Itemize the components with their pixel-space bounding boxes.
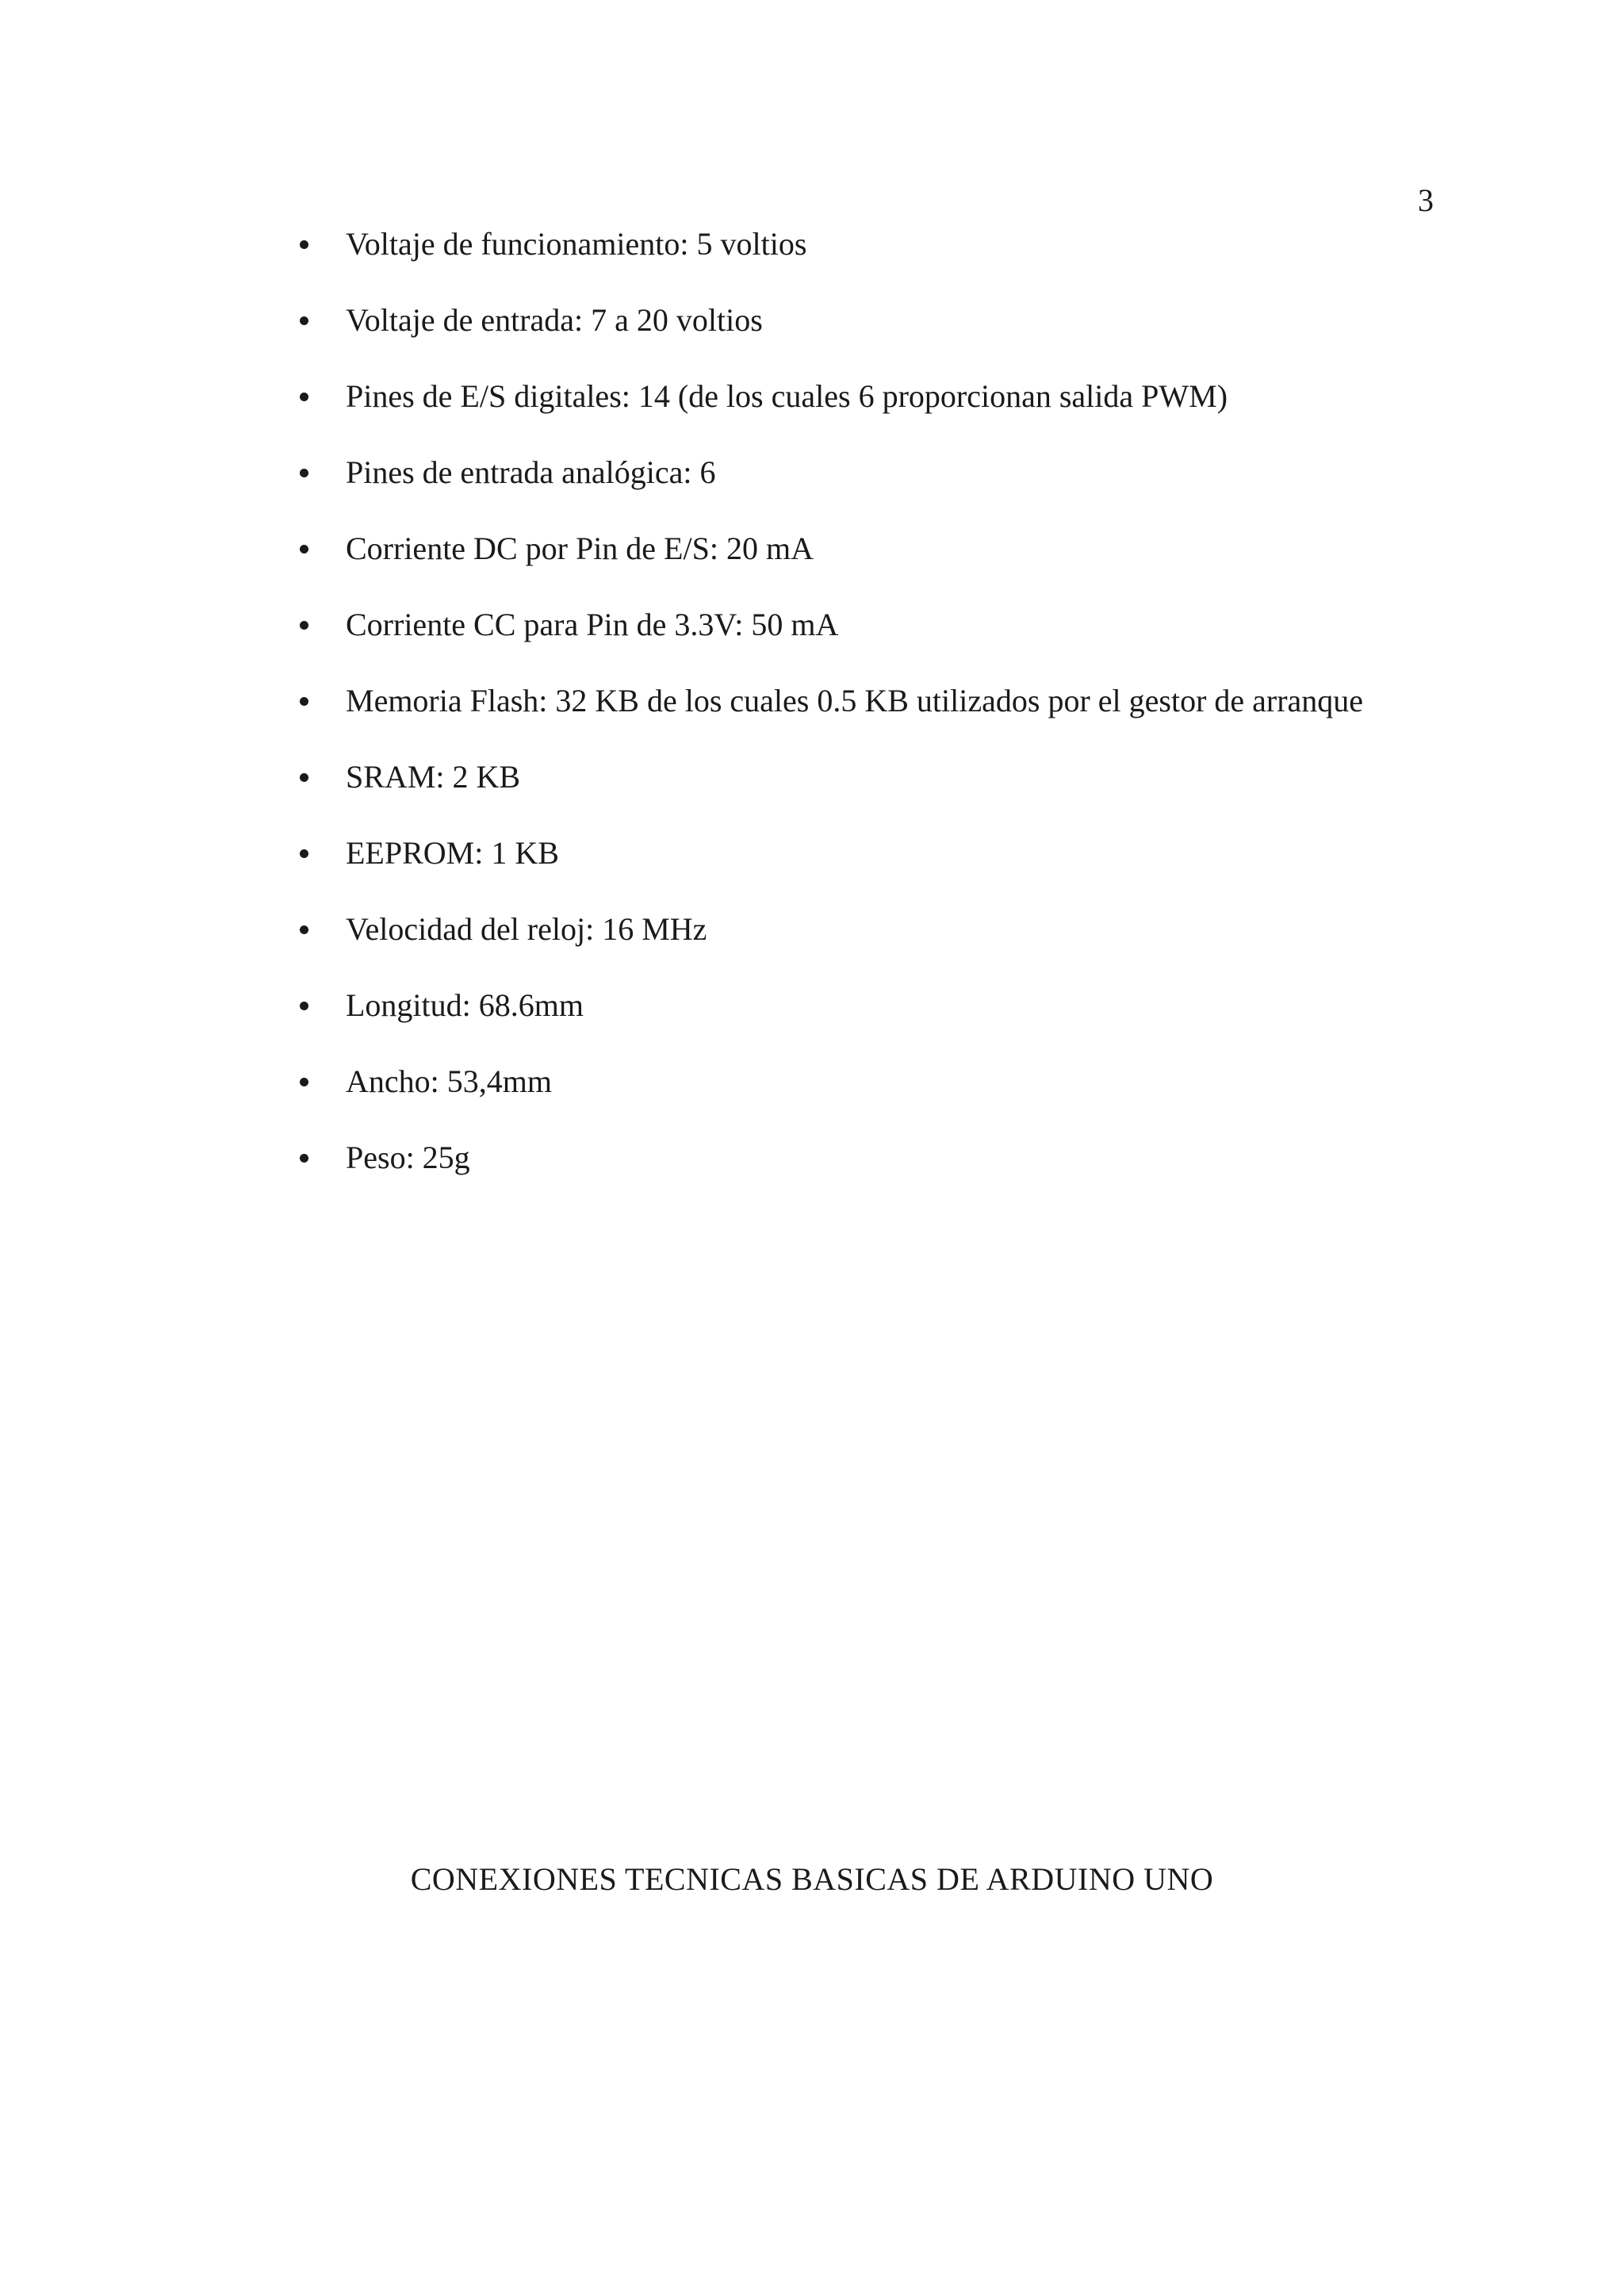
spec-text: Pines de entrada analógica: 6 (346, 454, 716, 490)
list-item (300, 298, 1489, 374)
spec-text: Corriente CC para Pin de 3.3V: 50 mA (346, 607, 839, 642)
list-item (300, 679, 1489, 755)
list-item (300, 450, 1489, 527)
bullet-icon (300, 1154, 308, 1163)
spec-text: Voltaje de entrada: 7 a 20 voltios (346, 302, 763, 338)
bullet-icon (300, 621, 308, 630)
spec-text: Peso: 25g (346, 1140, 470, 1175)
list-item (300, 1136, 1489, 1212)
spec-text: Corriente DC por Pin de E/S: 20 mA (346, 531, 814, 566)
spec-text: SRAM: 2 KB (346, 759, 521, 795)
bullet-icon (300, 240, 308, 249)
spec-text: Memoria Flash: 32 KB de los cuales 0.5 KB utilizados por el gestor de arranque (346, 683, 1364, 718)
spec-text: Pines de E/S digitales: 14 (de los cuales 6 proporcionan salida PWM) (346, 378, 1228, 414)
list-item (300, 831, 1489, 907)
bullet-icon (300, 545, 308, 554)
bullet-icon (300, 469, 308, 477)
bullet-icon (300, 1002, 308, 1010)
list-item (300, 1059, 1489, 1136)
bullet-icon (300, 316, 308, 325)
section-heading: CONEXIONES TECNICAS BASICAS DE ARDUINO UNO (410, 1861, 1214, 1897)
list-item (300, 907, 1489, 983)
list-item (300, 603, 1489, 679)
page-number: 3 (1418, 182, 1434, 218)
list-item (300, 527, 1489, 603)
bullet-icon (300, 393, 308, 401)
bullet-icon (300, 925, 308, 934)
bullet-icon (300, 697, 308, 706)
spec-text: Velocidad del reloj: 16 MHz (346, 911, 707, 947)
list-item (300, 374, 1489, 450)
bullet-icon (300, 849, 308, 858)
bullet-icon (300, 773, 308, 782)
spec-text: Ancho: 53,4mm (346, 1063, 552, 1099)
list-item (300, 983, 1489, 1059)
bullet-icon (300, 1078, 308, 1086)
spec-text: EEPROM: 1 KB (346, 835, 559, 871)
list-item (300, 222, 1489, 298)
spec-text: Longitud: 68.6mm (346, 987, 584, 1023)
spec-text: Voltaje de funcionamiento: 5 voltios (346, 226, 807, 262)
specifications-list (300, 222, 1489, 1212)
list-item (300, 755, 1489, 831)
